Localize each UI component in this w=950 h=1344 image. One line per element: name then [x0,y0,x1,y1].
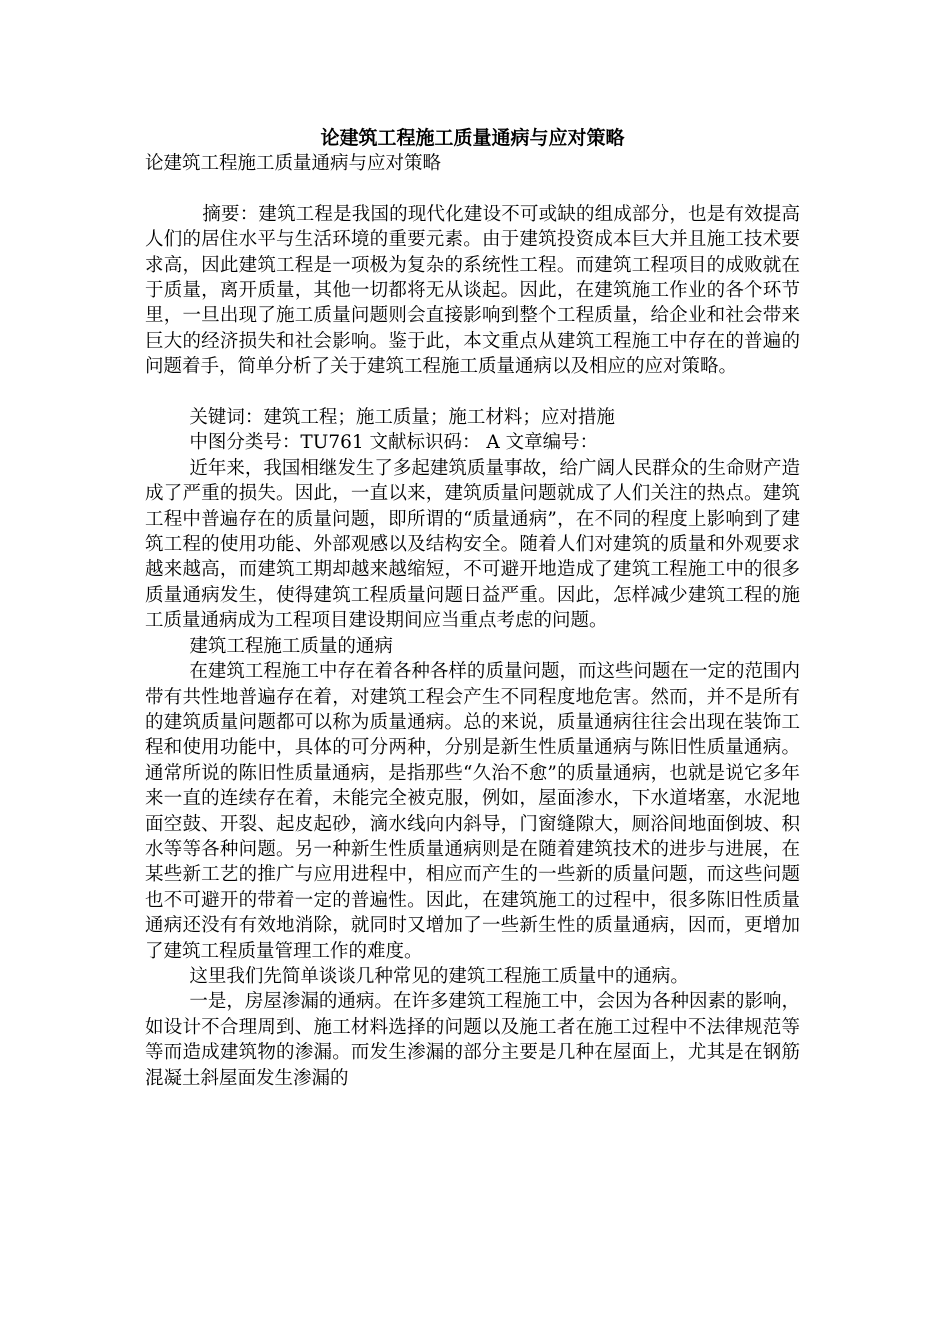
section-heading: 建筑工程施工质量的通病 [189,635,393,657]
keywords-line: 关键词：建筑工程；施工质量；施工材料；应对措施 [189,407,615,429]
document-title: 论建筑工程施工质量通病与应对策略 [320,127,625,149]
abstract-paragraph: 摘要：建筑工程是我国的现代化建设不可或缺的组成部分，也是有效提高人们的居住水平与生活环境的重要元素。由于建筑投资成本巨大并且施工技术要求高，因此建筑工程是一项极为复杂的系统性工程。而建筑工程项目的成败就在于质量，离开质量，其他一切都将无从谈起。因此，在建筑施工作业的各个环节里，一旦出现了施工质量问题则会直接影响到整个工程质量，给企业和社会带来巨大的经济损失和社会影响。鉴于此，本文重点从建筑工程施工中存在的普遍的问题着手，简单分析了关于建筑工程施工质量通病以及相应的应对策略。 [145,203,800,378]
body-paragraph: 一是，房屋渗漏的通病。在许多建筑工程施工中，会因为各种因素的影响，如设计不合理周到、施工材料选择的问题以及施工者在施工过程中不法律规范等等而造成建筑物的渗漏。而发生渗漏的部分主要是几种在屋面上，尤其是在钢筋混凝土斜屋面发生渗漏的 [145,991,800,1089]
classification-line: 中图分类号：TU761 文献标识码： A 文章编号： [189,432,599,454]
blank-line [145,380,800,405]
body-paragraph: 这里我们先简单谈谈几种常见的建筑工程施工质量中的通病。 [189,965,689,987]
blank-line [145,176,800,201]
body-paragraph: 在建筑工程施工中存在着各种各样的质量问题，而这些问题在一定的范围内带有共性地普遍存在着，对建筑工程会产生不同程度地危害。然而，并不是所有的建筑质量问题都可以称为质量通病。总的来说，质量通病往往会出现在装饰工程和使用功能中，具体的可分两种，分别是新生性质量通病与陈旧性质量通病。通常所说的陈旧性质量通病，是指那些“久治不愈”的质量通病，也就是说它多年来一直的连续存在着，未能完全被克服，例如，屋面渗水，下水道堵塞，水泥地面空鼓、开裂、起皮起砂，滴水线向内斜导，门窗缝隙大，厕浴间地面倒坡、积水等等各种问题。另一种新生性质量通病则是在随着建筑技术的进步与进展，在某些新工艺的推广与应用进程中，相应而产生的一些新的质量问题，而这些问题也不可避开的带着一定的普遍性。因此，在建筑施工的过程中，很多陈旧性质量通病还没有有效地消除，就同时又增加了一些新生性的质量通病，因而，更增加了建筑工程质量管理工作的难度。 [145,661,800,962]
body-paragraph: 近年来，我国相继发生了多起建筑质量事故，给广阔人民群众的生命财产造成了严重的损失。因此，一直以来，建筑质量问题就成了人们关注的热点。建筑工程中普遍存在的质量问题，即所谓的“质量通病”，在不同的程度上影响到了建筑工程的使用功能、外部观感以及结构安全。随着人们对建筑的质量和外观要求越来越高，而建筑工期却越来越缩短，不可避开地造成了建筑工程施工中的很多质量通病发生，使得建筑工程质量问题日益严重。因此，怎样减少建筑工程的施工质量通病成为工程项目建设期间应当重点考虑的问题。 [145,457,800,632]
document-subtitle: 论建筑工程施工质量通病与应对策略 [145,153,442,174]
document-body [145,126,800,1091]
